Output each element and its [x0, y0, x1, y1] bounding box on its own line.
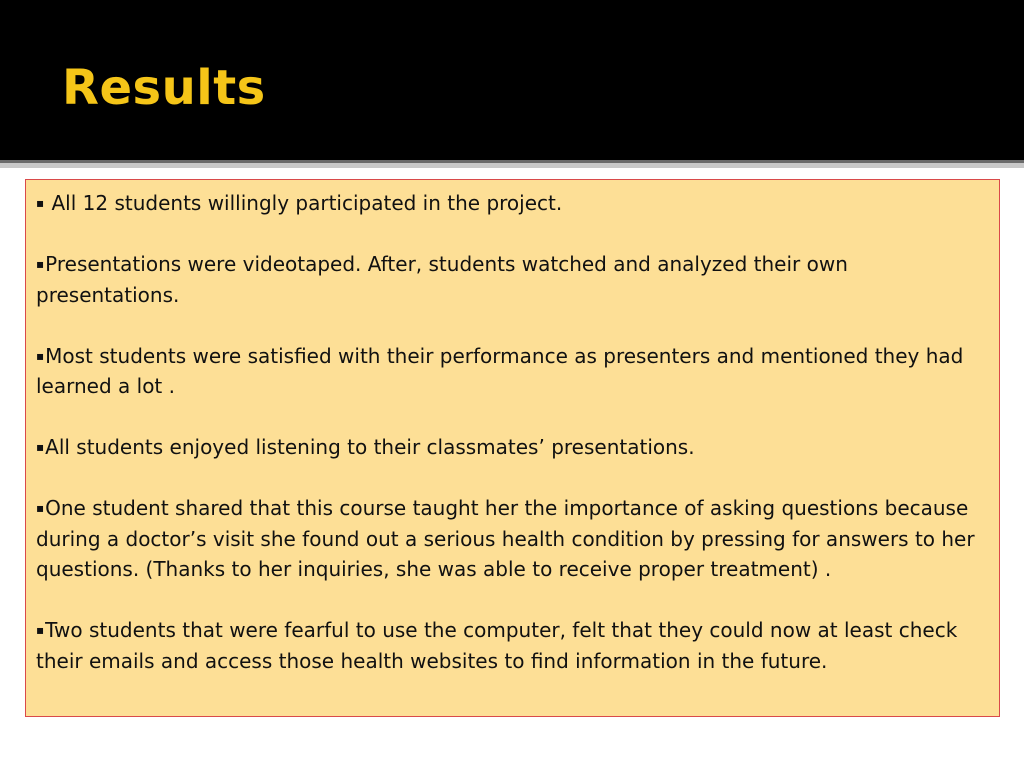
title-band: [0, 0, 1024, 160]
square-bullet-icon: ▪: [36, 440, 45, 454]
results-content-box: [25, 179, 1000, 717]
square-bullet-icon: ▪: [36, 257, 45, 271]
square-bullet-icon: ▪: [36, 623, 45, 637]
square-bullet-icon: ▪: [36, 196, 45, 210]
bullet-item-enjoyed: [36, 432, 989, 463]
bullet-item-student-story: [36, 493, 989, 585]
square-bullet-icon: ▪: [36, 501, 45, 515]
bullet-text: Two students that were fearful to use the computer, felt that they could now at least check their emails and access those health websites to find information in the future.: [36, 618, 958, 673]
bullet-text: One student shared that this course taught her the importance of asking questions because during a doctor’s visit she found out a serious health condition by pressing for answers to her questions. (Thanks to her inquiries, she was able to receive proper treatment) .: [36, 496, 975, 581]
divider-light: [0, 163, 1024, 168]
bullet-item-satisfied: [36, 341, 989, 402]
bullet-text: Presentations were videotaped. After, students watched and analyzed their own presentations.: [36, 252, 848, 307]
bullet-item-participation: [36, 188, 989, 219]
bullet-item-computer-confidence: [36, 615, 989, 676]
bullet-item-videotaped: [36, 249, 989, 310]
bullet-text: All students enjoyed listening to their classmates’ presentations.: [45, 435, 695, 459]
slide-title: Results: [62, 60, 266, 116]
square-bullet-icon: ▪: [36, 348, 45, 363]
bullet-text: Most students were satisfied with their performance as presenters and mentioned they had learned a lot .: [36, 343, 964, 398]
bullet-text: All 12 students willingly participated in the project.: [45, 191, 563, 215]
